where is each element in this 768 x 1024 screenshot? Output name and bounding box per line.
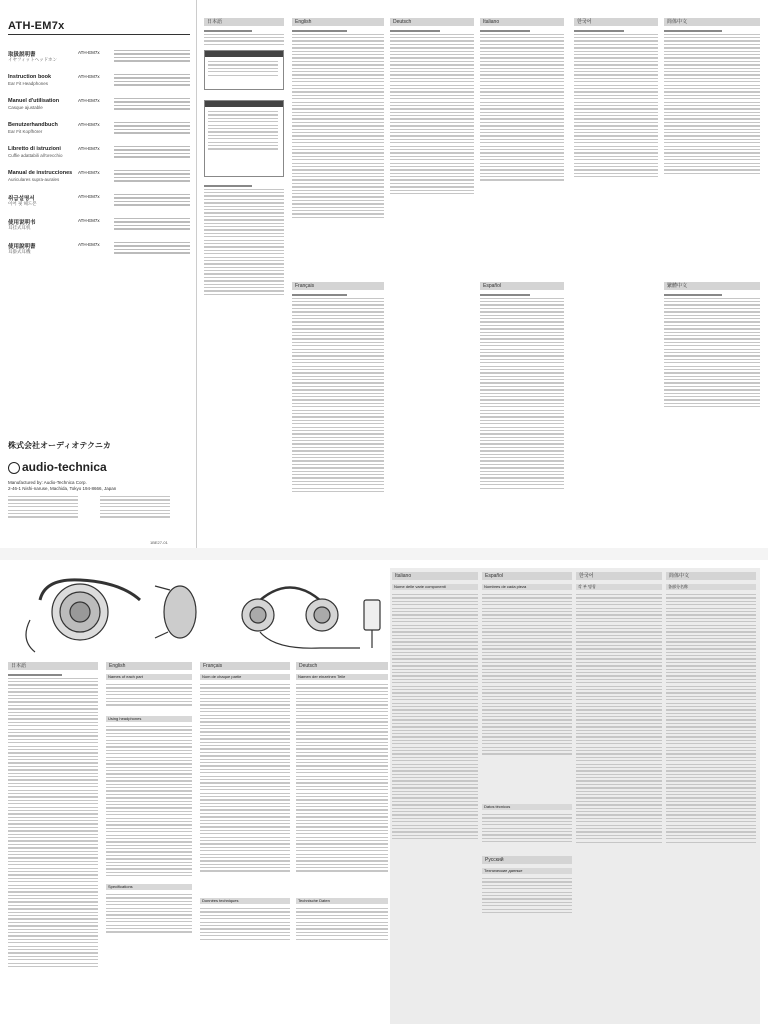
francais-specs-body [200, 908, 290, 942]
deutsch-body [296, 684, 388, 874]
headphone-earpiece-icon [26, 580, 196, 652]
bottom-header-chinese: 简体中文 [666, 572, 756, 580]
language-title: Instruction book [8, 74, 52, 80]
language-model: ATH-EM7x [78, 50, 100, 55]
language-description [114, 242, 190, 256]
chinese-parts-title: 各部分名称 [666, 584, 756, 590]
russian-specs-body [482, 878, 572, 915]
language-title: 취급설명서 [8, 196, 35, 202]
japanese-intro [204, 30, 284, 47]
header-japanese: 日本語 [204, 18, 284, 26]
language-description [114, 50, 190, 64]
english-using-title: Using headphones [106, 716, 192, 722]
headphone-diagram [0, 560, 388, 656]
chinese-simplified-body [664, 30, 760, 176]
address-block-1 [8, 496, 78, 520]
cover-column [0, 0, 197, 548]
english-using-body [106, 726, 192, 879]
espanol-body [482, 594, 572, 757]
language-model: ATH-EM7x [78, 74, 100, 79]
language-title: 取扱説明書 [8, 52, 36, 58]
language-description [114, 146, 190, 160]
headphone-full-icon [242, 588, 380, 649]
language-entry [8, 170, 190, 196]
english-specs-title: Specifications [106, 884, 192, 890]
bottom-header-korean: 한국어 [576, 572, 662, 580]
language-entry [8, 74, 190, 100]
korean-body [574, 30, 658, 179]
english-specs-body [106, 894, 192, 935]
language-entry [8, 98, 190, 124]
language-title: Libretto di istruzioni [8, 146, 61, 152]
warning-box [204, 50, 284, 90]
manufacturer-info: Manufactured by: Audio-Technica Corp. 2-46-1 Nishi-naruse, Machida, Tokyo 194-8666, Japan [8, 480, 117, 491]
bottom-header-espanol: Español [482, 572, 572, 580]
language-entry [8, 218, 190, 244]
language-subtitle: 耳挂式耳机 [8, 225, 31, 230]
bottom-japanese-body [8, 674, 98, 969]
russian-specs-title: Технические данные [482, 868, 572, 874]
language-model: ATH-EM7x [78, 242, 100, 247]
francais-parts-title: Nom de chaque partie [200, 674, 290, 680]
header-english: English [292, 18, 384, 26]
header-chinese-traditional: 繁體中文 [664, 282, 760, 290]
language-description [114, 74, 190, 88]
bottom-header-deutsch: Deutsch [296, 662, 388, 670]
address-block-2 [100, 496, 170, 520]
deutsch-specs-title: Technische Daten [296, 898, 388, 904]
francais-body [200, 684, 290, 874]
title-rule [8, 34, 190, 35]
language-subtitle: Cuffie adattabili all'orecchio [8, 153, 63, 158]
language-subtitle: 耳掛式耳機 [8, 249, 31, 254]
francais-body [292, 294, 384, 494]
language-entry [8, 122, 190, 148]
header-espanol: Español [480, 282, 564, 290]
header-chinese-simplified: 简体中文 [664, 18, 760, 26]
language-subtitle: 이어 핏 헤드폰 [8, 201, 37, 206]
language-subtitle: Ear Fit Kopfhörer [8, 129, 43, 134]
language-model: ATH-EM7x [78, 122, 100, 127]
brand-japanese: 株式会社オーディオテクニカ [8, 441, 111, 450]
italiano-body [392, 594, 478, 842]
header-korean: 한국어 [574, 18, 658, 26]
model-title: ATH-EM7x [8, 20, 65, 32]
language-model: ATH-EM7x [78, 194, 100, 199]
espanol-parts-title: Nombres de cada pieza [482, 584, 572, 590]
language-subtitle: Casque ajustable [8, 105, 43, 110]
language-title: Manual de instrucciones [8, 170, 73, 176]
english-parts-list [106, 684, 192, 708]
bottom-header-italiano: Italiano [392, 572, 478, 580]
deutsch-parts-title: Namen der einzelnen Teile [296, 674, 388, 680]
japanese-body [204, 185, 284, 297]
language-description [114, 98, 190, 112]
bottom-header-english: English [106, 662, 192, 670]
danger-box [204, 100, 284, 177]
language-title: Benutzerhandbuch [8, 122, 58, 128]
english-body [292, 30, 384, 220]
language-entry [8, 194, 190, 220]
language-title: 使用說明書 [8, 244, 36, 250]
audio-technica-logo: audio-technica [8, 460, 107, 474]
language-entry [8, 242, 190, 268]
language-subtitle: イヤフィットヘッドホン [8, 57, 58, 62]
chinese-traditional-body [664, 294, 760, 410]
language-title: Manuel d'utilisation [8, 98, 60, 104]
language-description [114, 194, 190, 208]
header-italiano: Italiano [480, 18, 564, 26]
language-description [114, 170, 190, 184]
header-francais: Français [292, 282, 384, 290]
language-model: ATH-EM7x [78, 146, 100, 151]
document-code: 1BE27-01 [150, 540, 168, 545]
language-model: ATH-EM7x [78, 218, 100, 223]
english-parts-title: Names of each part [106, 674, 192, 680]
bottom-header-japanese: 日本語 [8, 662, 98, 670]
deutsch-body [390, 30, 474, 196]
espanol-body [480, 294, 564, 491]
language-title: 使用说明书 [8, 220, 36, 226]
language-model: ATH-EM7x [78, 98, 100, 103]
language-subtitle: Ear Fit Headphones [8, 81, 49, 86]
language-model: ATH-EM7x [78, 170, 100, 175]
bottom-header-francais: Français [200, 662, 290, 670]
language-entry [8, 146, 190, 172]
language-entry [8, 50, 190, 76]
header-deutsch: Deutsch [390, 18, 474, 26]
francais-specs-title: Données techniques [200, 898, 290, 904]
korean-body [576, 594, 662, 845]
italiano-parts-title: Nome delle varie componenti [392, 584, 478, 590]
deutsch-specs-body [296, 908, 388, 942]
italiano-body [480, 30, 564, 183]
bottom-sheet [0, 560, 768, 1024]
language-description [114, 218, 190, 232]
espanol-specs-title: Datos técnicos [482, 804, 572, 810]
korean-parts-title: 각 부 명칭 [576, 584, 662, 590]
bottom-header-russian: Русский [482, 856, 572, 864]
page-gap [0, 548, 768, 560]
espanol-specs-body [482, 814, 572, 845]
chinese-body [666, 594, 756, 845]
language-description [114, 122, 190, 136]
language-subtitle: Auriculares supra-aurales [8, 177, 60, 182]
